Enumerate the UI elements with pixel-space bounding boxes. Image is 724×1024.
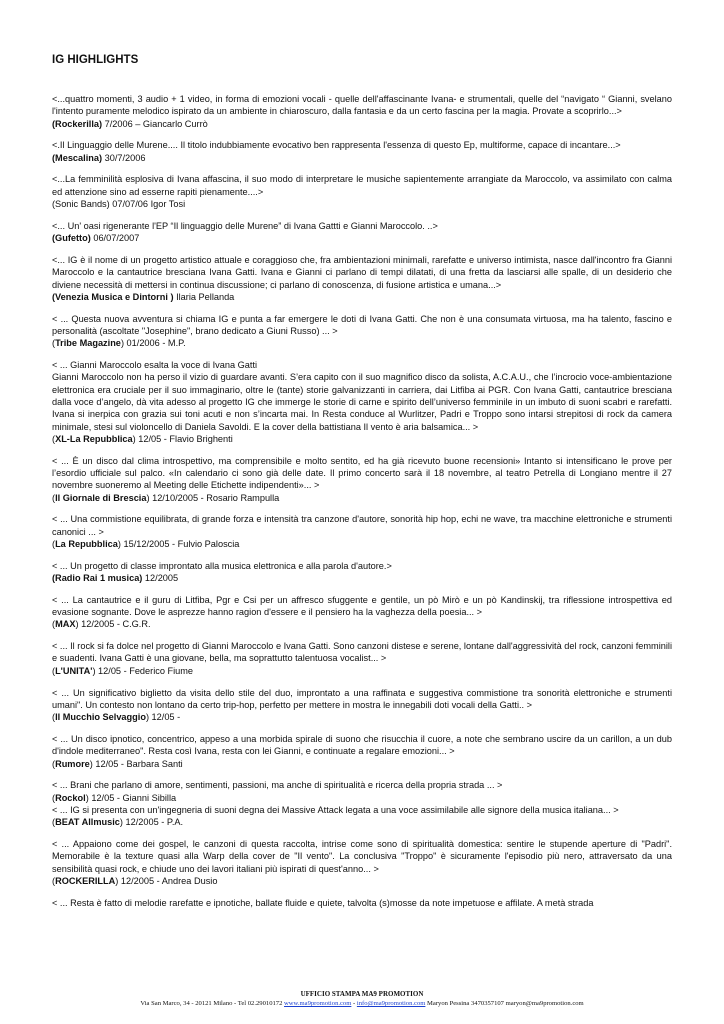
review-source — [52, 337, 672, 349]
source-date-author: ) 01/2006 - M.P. — [120, 338, 186, 349]
source-publication: MAX — [55, 619, 76, 630]
source-date-author: ) 12/2005 - P.A. — [119, 817, 184, 828]
review-quote: <.Il Linguaggio delle Murene.... Il titolo indubbiamente evocativo ben rappresenta l'essenza di questo Ep, multiforme, capace di incantare...> — [52, 140, 621, 151]
footer — [0, 990, 724, 1008]
source-publication: Rockol — [55, 792, 86, 803]
review-entry — [52, 594, 672, 631]
source-prefix: ( — [52, 433, 56, 444]
source-prefix: ( — [52, 538, 56, 549]
source-publication: (Radio Rai 1 musica) — [52, 573, 143, 583]
review-entry — [52, 254, 672, 303]
document-page — [52, 54, 672, 919]
review-entry — [52, 93, 672, 130]
review-quote: < ... La cantautrice e il guru di Litfiba, Pgr e Csi per un affresco sfuggente e gentile, un pò Mirò e un pò Kandinskij, tra riflessione introspettiva ed evasione sognante. Dove le asprezze hanno ragion d'essere e il pensiero ha la vaghezza della poesia... > — [52, 594, 672, 618]
source-prefix: ( — [52, 619, 56, 630]
source-prefix: ( — [52, 792, 56, 803]
review-entry — [52, 455, 672, 504]
review-source — [52, 538, 672, 550]
source-date-author: ) 12/2005 - C.G.R. — [75, 619, 151, 630]
review-source — [52, 816, 672, 828]
source-date-author: 7/2006 – Giancarlo Currò — [102, 118, 208, 129]
review-quote: < ... IG si presenta con un'ingegneria di suoni degna dei Massive Attack legata a una voce assimilabile alle signore della musica italiana... > — [52, 804, 619, 815]
review-entry — [52, 359, 672, 445]
review-entry — [52, 804, 672, 829]
review-source — [52, 618, 672, 630]
review-list — [52, 93, 672, 909]
review-quote: < ... Il rock si fa dolce nel progetto di Gianni Maroccolo e Ivana Gatti. Sono canzoni distese e serene, lontane dall'aggressività del rock, canzoni femminili e suadenti. Ivana Gatti è una giovane, bella, ma soprattutto talentuosa vocalist... > — [52, 641, 672, 664]
source-date-author: ) 12/05 - — [145, 712, 181, 723]
source-publication: Il Giornale di Brescia — [55, 492, 147, 503]
review-quote: < ... Questa nuova avventura si chiama IG e punta a far emergere le doti di Ivana Gatti. Che non è una consumata virtuosa, ma ha talento, fascino e personalità (ascoltate "Josephine", brano dedicato a Giuni Russo) ... > — [52, 313, 672, 336]
source-date-author: ) 15/12/2005 - Fulvio Paloscia — [117, 538, 240, 549]
source-publication: (Mescalina) — [52, 152, 103, 163]
review-entry — [52, 139, 672, 164]
email-link[interactable]: info@ma9promotion.com — [356, 1000, 426, 1007]
review-source — [52, 232, 672, 244]
footer-separator: - — [351, 1000, 357, 1007]
review-quote: <...quattro momenti, 3 audio + 1 video, in forma di emozioni vocali - quelle dell'affascinante Ivana- e strumentali, quelle del “navigato “ Gianni, svelano l'intento puramente melodico ispirato da un ambiente in chiaroscuro, dalla fantasia e da un certo fascina per la magia. Provate a scoprirlo...> — [52, 94, 672, 117]
source-publication: La Repubblica — [55, 538, 118, 549]
source-publication: L'UNITA' — [55, 665, 93, 676]
review-quote: < ... Un disco ipnotico, concentrico, appeso a una morbida spirale di suono che risucchia il cuore, a note che sembrano uscire da un carillon, a un dub d'indole mediterraneo". Resta così Ivana, resta con lei Gianni, e continuate a regalare emozioni... > — [52, 733, 672, 757]
source-prefix: ( — [52, 665, 56, 676]
footer-address: Via San Marco, 34 - 20121 Milano - Tel 02.29010172 — [140, 1000, 285, 1007]
footer-office: UFFICIO STAMPA MA9 PROMOTION — [300, 990, 424, 998]
source-publication: (Venezia Musica e Dintorni ) — [52, 291, 174, 302]
source-date-author: 30/7/2006 — [102, 152, 146, 163]
review-quote: <... IG è il nome di un progetto artistico attuale e coraggioso che, fra ambientazioni minimali, rarefatte e universo intimista, nasce dall'incontro fra Gianni Maroccolo e la cantautrice bresciana Ivana Gatti. Ivana e Gianni ci parlano di tempi dilatati, di una fretta da lasciarsi alle spalle, di un desiderio che diviene necessità di mettersi in continua discussione; ci parlano di conoscenza, di fusione artistica e umana...> — [52, 254, 672, 290]
review-source — [52, 875, 672, 887]
review-entry — [52, 313, 672, 350]
review-source — [52, 291, 672, 303]
review-quote: <...La femminilità esplosiva di Ivana affascina, il suo modo di interpretare le musiche sapientemente arrangiate da Maroccolo, va assimilato con calma ed attenzione sino ad esserne rapiti pienamente....> — [52, 174, 672, 197]
source-date-author: ) 12/2005 - Andrea Dusio — [115, 875, 218, 886]
source-prefix: ( — [52, 712, 56, 723]
review-source — [52, 711, 672, 723]
source-publication: (Gufetto) — [52, 233, 91, 244]
review-entry — [52, 560, 672, 585]
source-date-author: 06/07/2007 — [90, 233, 140, 244]
website-link[interactable]: www.ma9promotion.com — [284, 1000, 352, 1007]
source-date-author: ) 12/05 - Gianni Sibilla — [85, 792, 177, 803]
source-date-author: 12/2005 — [142, 573, 179, 583]
source-prefix: ( — [52, 758, 56, 769]
review-source — [52, 118, 672, 130]
review-quote: < ... Un significativo biglietto da visita dello stile del duo, improntato a una raffinata e suggestiva commistione tra sonorità elettroniche e strumenti umani". Un contesto non lontano da certo trip-hop, perfetto per mettere in mostra le innegabili doti vocali della Gatti.. > — [52, 687, 672, 710]
review-quote: < ... Appaiono come dei gospel, le canzoni di questa raccolta, intrise come sono di spiritualità domestica: sentire le stupende aperture di "Padri". Memorabile è la texture quasi alla Warp della cover de "Il vento". La conclusiva "Troppo" è sicuramente l'episodio più nero, attraversato da una sensibilità quasi rock, e chiude uno dei lavori italiani più ispirati di quest'anno... > — [52, 839, 672, 874]
source-publication: ROCKERILLA — [55, 875, 116, 886]
review-entry — [52, 173, 672, 210]
source-publication: BEAT Allmusic — [55, 817, 120, 828]
review-source — [52, 433, 672, 445]
review-entry — [52, 640, 672, 677]
source-date-author: ) 12/10/2005 - Rosario Rampulla — [146, 492, 280, 503]
source-date-author: ) 12/05 - Federico Fiume — [92, 665, 194, 676]
source-prefix: ( — [52, 338, 56, 349]
review-source — [52, 665, 672, 677]
review-quote: <... Un' oasi rigenerante l'EP “Il linguaggio delle Murene” di Ivana Gattti e Gianni Maroccolo. ..> — [52, 220, 438, 231]
source-prefix: ( — [52, 875, 56, 886]
review-quote: < ... Una commistione equilibrata, di grande forza e intensità tra canzone d'autore, sonorità hip hop, echi ne wave, tra macchine elettroniche e strumenti canonici ... > — [52, 514, 672, 537]
review-entry — [52, 220, 672, 245]
review-quote: < ... Brani che parlano di amore, sentimenti, passioni, ma anche di spiritualità e ricerca della propria strada ... > — [52, 780, 503, 791]
review-quote: < ... Un progetto di classe improntato alla musica elettronica e alla parola d'autore.> — [52, 560, 392, 571]
source-publication: (Rockerilla) — [52, 118, 103, 129]
review-entry — [52, 779, 672, 804]
source-publication: XL-La Repubblica — [55, 433, 133, 444]
review-source — [52, 572, 672, 584]
review-entry — [52, 733, 672, 770]
source-date-author: Ilaria Pellanda — [173, 291, 235, 302]
review-entry — [52, 838, 672, 887]
page-title: IG HIGHLIGHTS — [52, 54, 139, 66]
review-entry — [52, 513, 672, 550]
footer-contacts — [0, 999, 724, 1008]
source-prefix: ( — [52, 817, 56, 828]
source-prefix: (Sonic Bands) 07/07/06 Igor Tosi — [52, 199, 186, 210]
review-source — [52, 758, 672, 770]
review-source — [52, 792, 672, 804]
review-quote: < ... Resta è fatto di melodie rarefatte e ipnotiche, ballate fluide e quiete, talvolta (s)mosse da note impetuose e affilate. A metà strada — [52, 897, 594, 908]
source-prefix: ( — [52, 492, 56, 503]
review-entry — [52, 687, 672, 724]
source-date-author: ) 12/05 - Flavio Brighenti — [132, 433, 233, 444]
footer-contact-person: Maryon Pessina 3470357107 maryon@ma9promotion.com — [425, 1000, 584, 1007]
review-source — [52, 152, 672, 164]
source-date-author: ) 12/05 - Barbara Santi — [89, 758, 183, 769]
review-source — [52, 198, 672, 210]
review-source — [52, 492, 672, 504]
review-quote: < ... È un disco dal clima introspettivo, ma comprensibile e molto sentito, ed ha già ricevuto buone recensioni» Intanto si intensificano le prove per l’esordio ufficiale sul palco. «In calendario ci sono già delle date. Il primo concerto sarà il 18 novembre, al teatro Petrella di Longiano mentre il 27 novembre suoneremo al Meeting delle Etichette indipendenti»... > — [52, 455, 672, 491]
review-quote: < ... Gianni Maroccolo esalta la voce di Ivana Gatti Gianni Maroccolo non ha perso il vizio di guardare avanti. S’era capito con il suo magnifico disco da solista, A.C.A.U., che l’incrocio voce-ambientazione elettronica era cruciale per il suo immaginario, oltre le (tante) storie galvanizzanti in carriera, dai Litfiba ai PGR. Con Ivana Gatti, cantautrice bresciana dalla voce d’angelo, dà vita adesso al progetto IG che immerge le storie di carne e spirito dell’universo femminile in un imbuto di suoni scabri e rarefatti. Ivana si inerpica con grazia sui toni acuti e non s’incarta mai. In Resta conduce al Wurlitzer, Padri e Troppo sono intarsi strepitosi di rock da camera minimale, stesi sul violoncello di Daniela Savoldi. E la cover della battistiana Il vento è aria balsamica... > — [52, 360, 672, 432]
review-entry — [52, 897, 672, 909]
source-publication: Il Mucchio Selvaggio — [55, 712, 146, 723]
source-publication: Rumore — [55, 758, 90, 769]
source-publication: Tribe Magazine — [55, 338, 121, 349]
